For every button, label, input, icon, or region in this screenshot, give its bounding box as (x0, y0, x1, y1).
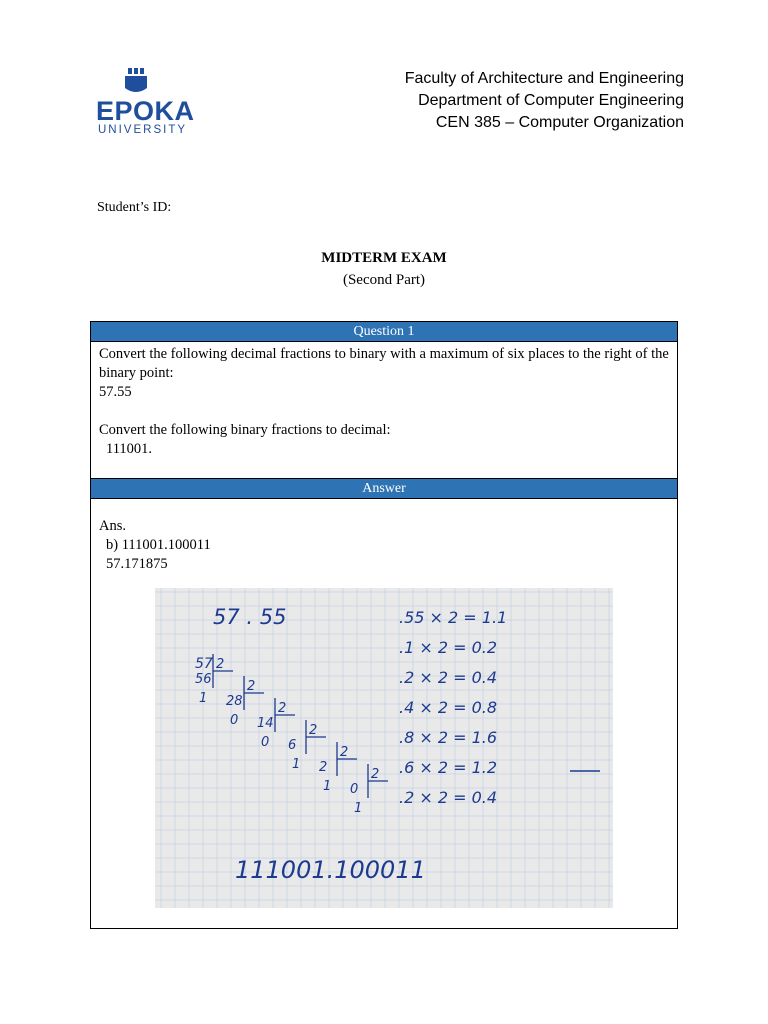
multiplication-line: .4 × 2 = 0.8 (399, 698, 498, 717)
division-divisor: 2 (309, 723, 318, 738)
division-remainder: 1 (199, 691, 208, 706)
department-line: Department of Computer Engineering (418, 92, 684, 109)
logo-subtitle: UNIVERSITY (98, 124, 188, 136)
question-line-2: Convert the following binary fractions to decimal: (99, 422, 391, 438)
multiplication-line: .1 × 2 = 0.2 (399, 638, 498, 657)
question-text (91, 342, 677, 478)
division-remainder: 1 (323, 779, 332, 794)
question-value-1: 57.55 (99, 384, 132, 400)
answer-text (91, 499, 677, 574)
division-product: 56 (195, 672, 212, 687)
division-product: 14 (257, 716, 274, 731)
faculty-line: Faculty of Architecture and Engineering (404, 70, 684, 87)
division-divisor: 2 (371, 767, 380, 782)
division-product: 6 (288, 738, 297, 753)
division-product: 28 (226, 694, 243, 709)
question-heading: Question 1 (91, 322, 677, 342)
division-product: 0 (350, 782, 359, 797)
answer-label: Ans. (99, 518, 126, 534)
multiplication-line: .2 × 2 = 0.4 (399, 668, 498, 687)
division-divisor: 2 (247, 679, 256, 694)
document-header (405, 68, 684, 134)
question-line-1: Convert the following decimal fractions to binary with a maximum of six places to the right of the binary point: (99, 346, 669, 381)
multiplication-line: .55 × 2 = 1.1 (399, 608, 508, 627)
division-divisor: 2 (340, 745, 349, 760)
multiplication-line: .6 × 2 = 1.2 (399, 758, 498, 777)
logo-wordmark: EPOKA (96, 96, 195, 126)
division-remainder: 0 (261, 735, 270, 750)
multiplication-line: .8 × 2 = 1.6 (399, 728, 498, 747)
division-divisor: 2 (278, 701, 287, 716)
photo-number: 57 . 55 (213, 605, 287, 629)
division-product: 2 (319, 760, 328, 775)
answer-part-b: b) 111001.100011 (106, 537, 211, 553)
answer-heading: Answer (91, 478, 677, 499)
exam-title: MIDTERM EXAM (321, 250, 447, 266)
question-value-2: 111001. (106, 441, 153, 457)
handwritten-work-photo (155, 588, 613, 908)
multiplication-line: .2 × 2 = 0.4 (399, 788, 498, 807)
division-dividend: 57 (195, 656, 213, 672)
division-remainder: 1 (354, 801, 363, 816)
exam-subtitle: (Second Part) (342, 272, 426, 288)
answer-decimal: 57.171875 (106, 556, 168, 572)
university-crest-icon (125, 68, 147, 92)
course-line: CEN 385 – Computer Organization (435, 114, 684, 131)
division-remainder: 0 (230, 713, 239, 728)
division-divisor: 2 (216, 657, 225, 672)
photo-result: 111001.100011 (235, 856, 426, 884)
student-id-label: Student’s ID: (97, 200, 172, 215)
division-remainder: 1 (292, 757, 301, 772)
